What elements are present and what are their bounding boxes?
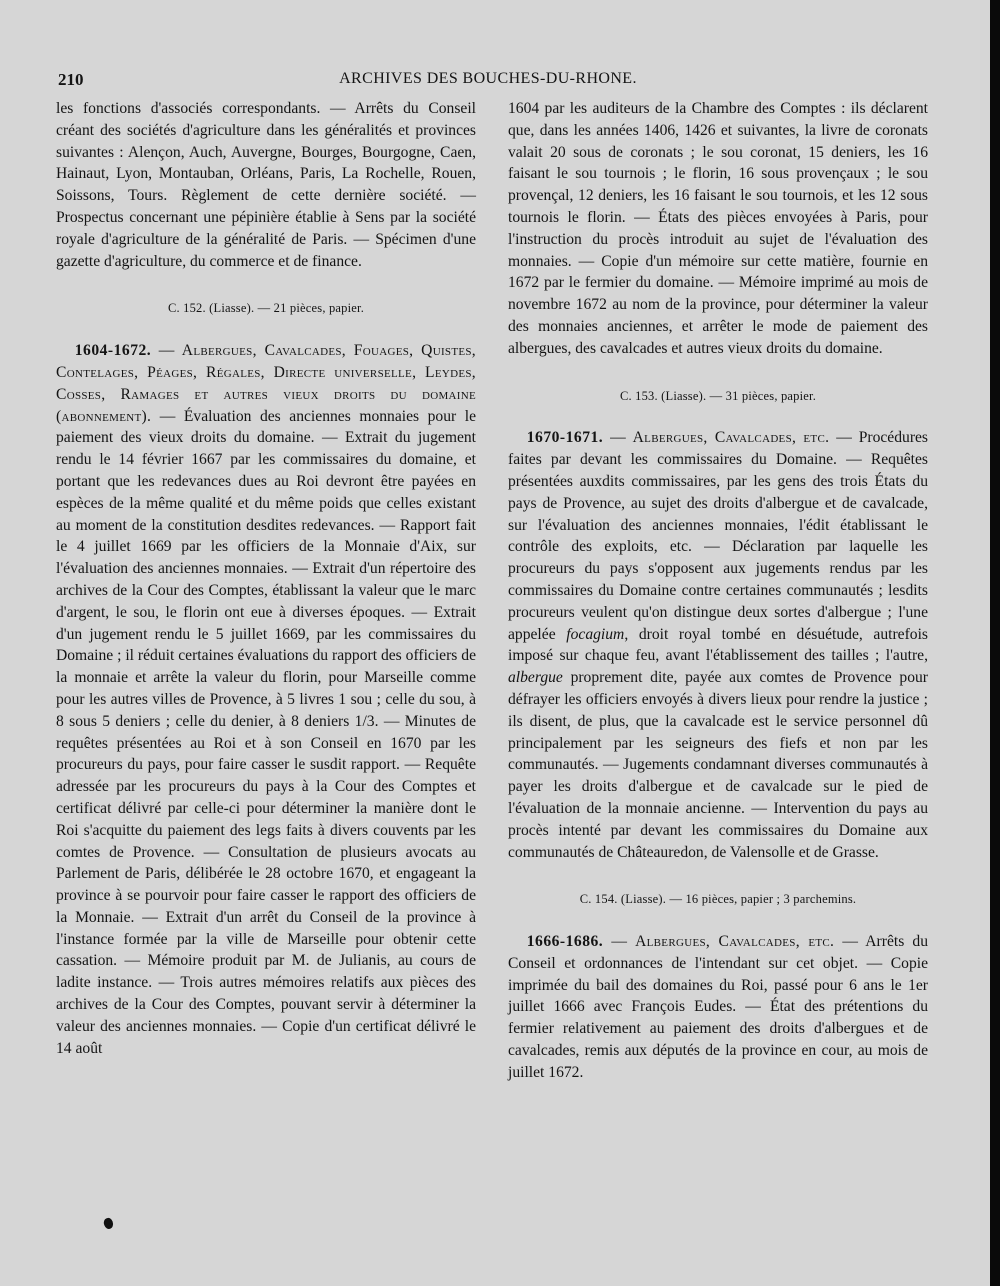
- entry-c152: [56, 340, 476, 1059]
- cote-c154: C. 154. (Liasse). — 16 pièces, papier ; 3 parchemins.: [579, 892, 857, 907]
- entry-date: 1666-1686.: [526, 933, 604, 951]
- ink-speck: [102, 1217, 114, 1230]
- scan-edge: [990, 0, 1000, 1286]
- running-title: ARCHIVES DES BOUCHES-DU-RHONE.: [339, 70, 637, 87]
- entry-date: 1604-1672.: [74, 342, 152, 360]
- cote-c153: C. 153. (Liasse). — 31 pièces, papier.: [619, 388, 817, 403]
- dash: —: [834, 933, 866, 951]
- entry-rubric: Albergues, Cavalcades, etc.: [632, 429, 830, 447]
- entry-c154: [508, 931, 928, 1084]
- dash: —: [151, 407, 184, 425]
- entry-text: Arrêts du Conseil et ordonnances de l'intendant sur cet objet. — Copie imprimée du bail des domaines du Roi, passé pour 6 ans le 1er juillet 1666 avec François Eudes. — État des prétentions du fermier relativement au paiement des droits d'albergues et de cavalcades, remis aux députés de la province en cour, au mois de juillet 1672.: [508, 933, 929, 1081]
- cote-c152: C. 152. (Liasse). — 21 pièces, papier.: [167, 301, 365, 316]
- italic-term: focagium: [566, 625, 625, 643]
- dash: —: [151, 342, 182, 360]
- entry-rubric: Albergues, Cavalcades, etc.: [635, 933, 835, 951]
- dash: —: [603, 933, 636, 951]
- entry-text: proprement dite, payée aux comtes de Provence pour défrayer les officiers envoyés à divers lieux pour rendre la justice ; ils disent, de plus, que la cavalcade est le service personnel dû principalement par les seigneurs des fiefs et non par les communautés. — Jugements condamnant diverses communautés à payer les droits d'albergue et de cavalcade sur le pied de l'évaluation de la monnaie ancienne. — Intervention du pays au procès intenté par devant les commissaires du Domaine aux communautés de Châteauredon, de Valensolle et de Grasse.: [508, 669, 928, 861]
- entry-text: , droit royal tombé en désuétude, autrefois imposé sur chaque feu, avant l'établissement des tailles ; l'autre,: [508, 625, 928, 665]
- entry-c153: [508, 427, 928, 863]
- left-column: [56, 98, 476, 1059]
- dash: —: [603, 429, 633, 447]
- page-header: [58, 70, 928, 94]
- right-column: [508, 98, 928, 1084]
- continued-paragraph: 1604 par les auditeurs de la Chambre des Comptes : ils déclarent que, dans les années 1406, 1426 et suivantes, la livre de coronats valait 20 sous de coronats ; le sou coronat, 15 deniers, les 16 faisant le sou tournois ; le florin, 16 sous provençaux ; le sou provençal, 12 deniers, les 16 faisant le sou tournois, et les 12 sous tournois le florin. — États des pièces envoyées à Paris, pour l'instruction du procès introduit au sujet de l'évaluation des monnaies. — Copie d'un mémoire sur cette matière, fournie en 1672 par le fermier du domaine. — Mémoire imprimé au mois de novembre 1672 au nom de la province, pour déterminer la valeur des monnaies anciennes, et arrêter le mode de paiement des albergues, des cavalcades et autres vieux droits du domaine.: [508, 100, 928, 357]
- entry-date: 1670-1671.: [526, 429, 604, 447]
- continued-paragraph: les fonctions d'associés correspondants. — Arrêts du Conseil créant des sociétés d'agriculture dans les généralités et provinces suivantes : Alençon, Auch, Auvergne, Bourges, Bourgogne, Caen, Hainaut, Lyon, Montauban, Orléans, Paris, La Rochelle, Rouen, Soissons, Tours. Règlement de cette dernière société. — Prospectus concernant une pépinière établie à Sens par la société royale d'agriculture de la généralité de Paris. — Spécimen d'une gazette d'agriculture, du commerce et de finance.: [56, 100, 476, 270]
- entry-text: Procédures faites par devant les commissaires du Domaine. — Requêtes présentées auxdits commissaires, par les gens des trois États du pays de Provence, au sujet des droits d'albergue et de cavalcade, sur l'évaluation des anciennes monnaies, l'édit établissant le contrôle des exploits, etc. — Déclaration par laquelle les procureurs du pays s'opposent aux jugements rendus par les commissaires du Domaine contre certaines communautés ; lesdits procureurs veulent qu'on distingue deux sortes d'albergue ; l'une appelée: [508, 429, 928, 643]
- italic-term: albergue: [508, 669, 563, 687]
- entry-text: Évaluation des anciennes monnaies pour le paiement des vieux droits du domaine. — Extrait du jugement rendu le 14 février 1667 par les commissaires du domaine, et portant que les redevances dues au Roi devront être payées en espèces de la même qualité et du même poids que celles existant au moment de la constitution desdites redevances. — Rapport fait le 4 juillet 1669 par les officiers de la Monnaie d'Aix, sur l'évaluation des anciennes monnaies. — Extrait d'un répertoire des archives de la Cour des Comptes, établissant la valeur que le marc d'argent, le sou, le florin ont eue à diverses époques. — Extrait d'un jugement rendu le 5 juillet 1669, par les commissaires du Domaine ; il réduit certaines évaluations du rapport des officiers de la monnaie et arrête la valeur du florin, pour Marseille comme pour les autres villes de Provence, à 5 livres 1 sou ; celle du sou, à 8 sous 5 deniers ; celle du denier, à 8 deniers 1/3. — Minutes de requêtes présentées au Roi et à son Conseil en 1670 par les procureurs du pays, pour faire casser le susdit rapport. — Requête adressée par les procureurs du pays à la Cour des Comptes et certificat délivré par celle-ci pour déterminer la manière dont le Roi s'acquitte du paiement des legs faits à divers couvents par les comtes de Provence. — Consultation de plusieurs avocats au Parlement de Paris, délibérée le 28 octobre 1670, et engageant la province à se pourvoir pour faire casser le rapport des officiers de la Monnaie. — Extrait d'un arrêt du Conseil de la province à l'instance formée par la ville de Marseille pour obtenir cette cassation. — Mémoire produit par M. de Julianis, au cours de ladite instance. — Trois autres mémoires relatifs aux pièces des archives de la Cour des Comptes, pouvant servir à déterminer la valeur des anciennes monnaies. — Copie d'un certificat délivré le 14 août: [56, 407, 476, 1057]
- dash: —: [829, 429, 859, 447]
- page-number: 210: [58, 70, 84, 89]
- entry-rubric: Albergues, Cavalcades, Fouages, Quistes, Contelages, Péages, Régales, Directe universelle, Leydes, Cosses, Ramages et autres vieux droits du domaine (abonnement).: [56, 342, 476, 425]
